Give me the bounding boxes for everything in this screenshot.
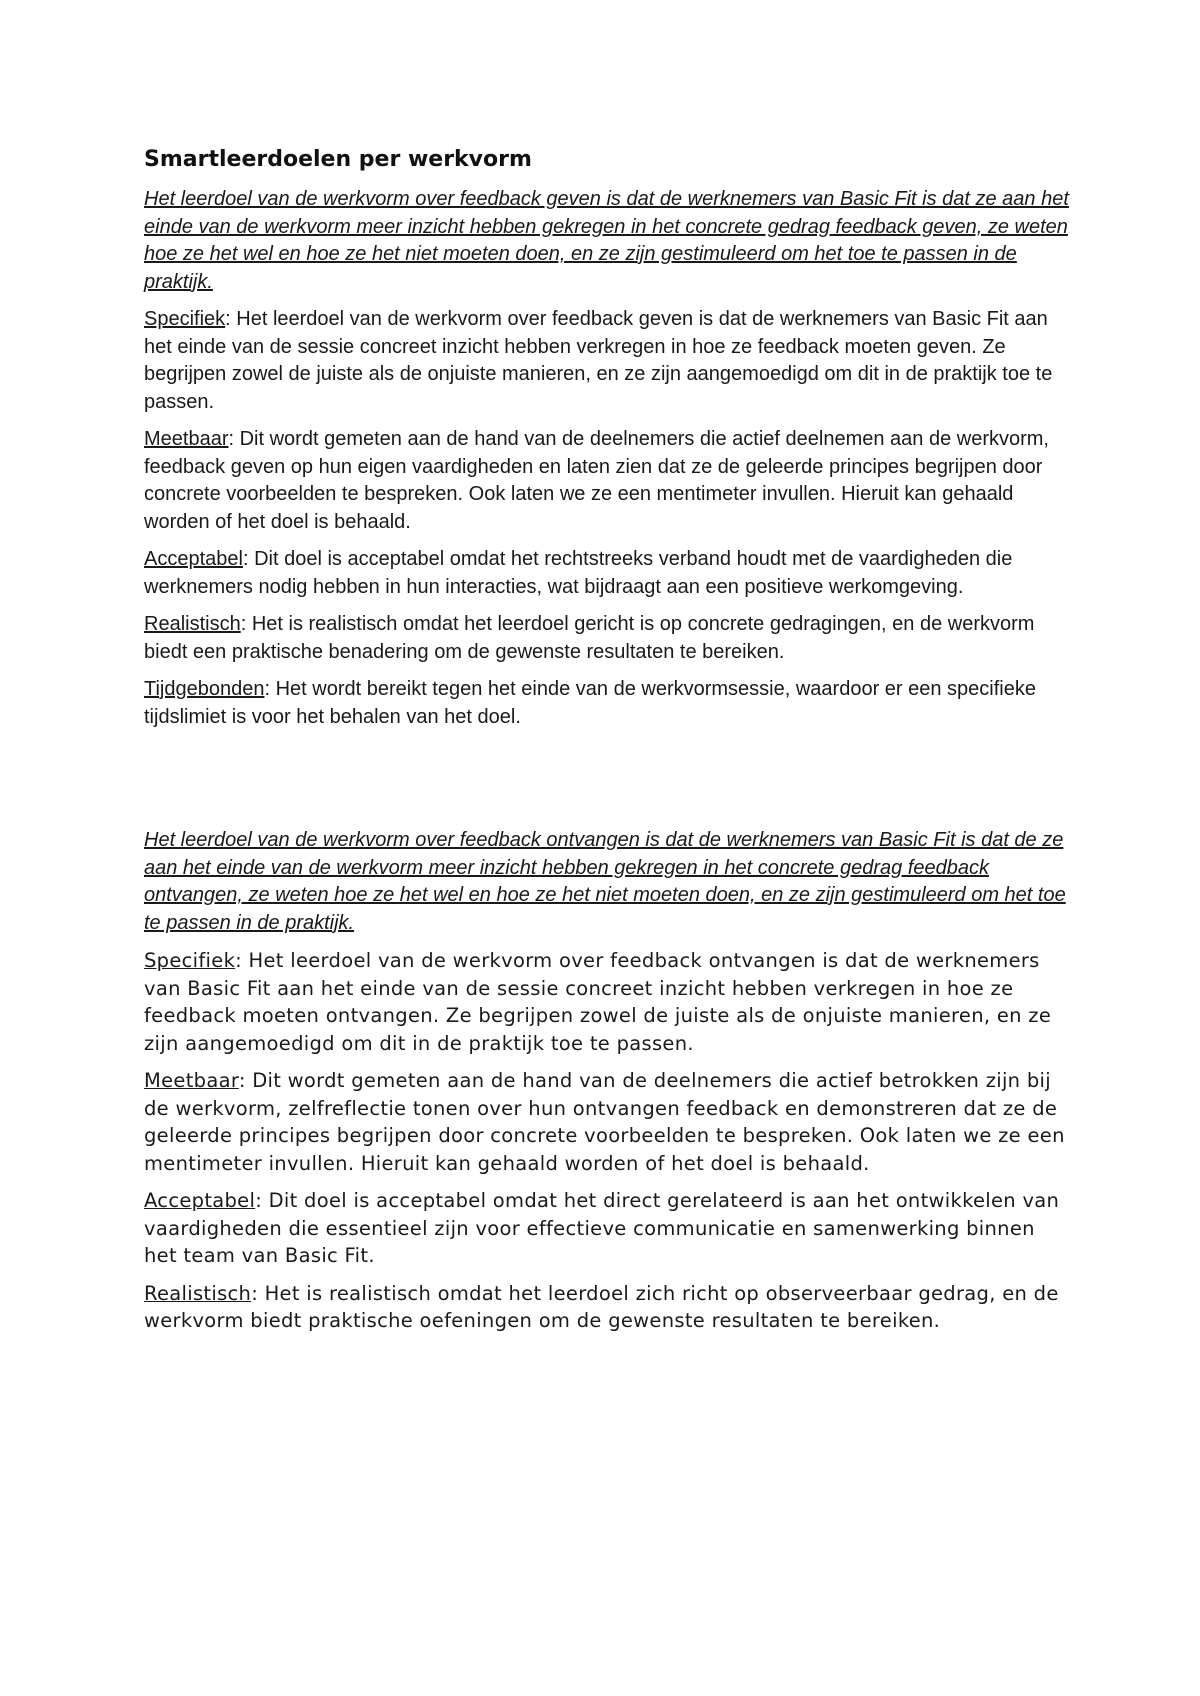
section2-specifiek <box>144 947 1074 1057</box>
section1-acceptabel-label: Acceptabel <box>144 548 243 570</box>
section1-tijdgebonden <box>144 676 1074 731</box>
section2-realistisch <box>144 1280 1074 1335</box>
section2-meetbaar <box>144 1067 1074 1177</box>
section1-tijdgebonden-text: : Het wordt bereikt tegen het einde van de werkvormsessie, waardoor er een specifieke tijdslimiet is voor het behalen van het doel. <box>144 678 1036 728</box>
section1-specifiek-label: Specifiek <box>144 308 226 330</box>
section2-realistisch-label: Realistisch <box>144 1281 252 1305</box>
section2-intro: Het leerdoel van de werkvorm over feedback ontvangen is dat de werknemers van Basic Fit is dat de ze aan het einde van de werkvorm meer inzicht hebben gekregen in het concrete gedrag feedback ontvangen, ze weten hoe ze het wel en hoe ze het niet moeten doen, en ze zijn gestimuleerd om het toe te passen in de praktijk. <box>144 829 1066 934</box>
section1-meetbaar <box>144 426 1074 536</box>
section2-meetbaar-label: Meetbaar <box>144 1069 239 1092</box>
section2-acceptabel <box>144 1187 1074 1270</box>
section1-realistisch-text: : Het is realistisch omdat het leerdoel gericht is op concrete gedragingen, en de werkvorm biedt een praktische benadering om de gewenste resultaten te bereiken. <box>144 613 1035 663</box>
section2-acceptabel-label: Acceptabel <box>144 1189 256 1212</box>
section1-acceptabel-text: : Dit doel is acceptabel omdat het rechtstreeks verband houdt met de vaardigheden die werknemers nodig hebben in hun interacties, wat bijdraagt aan een positieve werkomgeving. <box>144 548 1013 598</box>
section1-meetbaar-text: : Dit wordt gemeten aan de hand van de deelnemers die actief deelnemen aan de werkvorm, feedback geven op hun eigen vaardigheden en laten zien dat ze de geleerde principes begrijpen door concrete voorbeelden te bespreken. Ook laten we ze een mentimeter invullen. Hieruit kan gehaald worden of het doel is behaald. <box>144 428 1049 533</box>
section1-acceptabel <box>144 546 1074 601</box>
section1-specifiek-text: : Het leerdoel van de werkvorm over feedback geven is dat de werknemers van Basic Fit aan het einde van de sessie concreet inzicht hebben verkregen in hoe ze feedback moeten geven. Ze begrijpen zowel de juiste als de onjuiste manieren, en ze zijn aangemoedigd om dit in de praktijk toe te passen. <box>144 308 1053 413</box>
section2-specifiek-label: Specifiek <box>144 949 236 972</box>
section1-intro: Het leerdoel van de werkvorm over feedback geven is dat de werknemers van Basic Fit is dat ze aan het einde van de werkvorm meer inzicht hebben gekregen in het concrete gedrag feedback geven, ze weten hoe ze het wel en hoe ze het niet moeten doen, en ze zijn gestimuleerd om het toe te passen in de praktijk. <box>144 188 1069 293</box>
section1-realistisch <box>144 611 1074 666</box>
section1-realistisch-label: Realistisch <box>144 613 241 635</box>
section2-acceptabel-text: : Dit doel is acceptabel omdat het direct gerelateerd is aan het ontwikkelen van vaardigheden die essentieel zijn voor effectieve communicatie en samenwerking binnen het team van Basic Fit. <box>144 1189 1060 1267</box>
document-page <box>144 146 1074 1345</box>
section1-meetbaar-label: Meetbaar <box>144 428 229 450</box>
document-title: Smartleerdoelen per werkvorm <box>144 147 532 172</box>
section1-specifiek <box>144 306 1074 416</box>
section1-tijdgebonden-label: Tijdgebonden <box>144 678 265 700</box>
section2-specifiek-text: : Het leerdoel van de werkvorm over feedback ontvangen is dat de werknemers van Basic Fit aan het einde van de sessie concreet inzicht hebben verkregen in hoe ze feedback moeten ontvangen. Ze begrijpen zowel de juiste als de onjuiste manieren, en ze zijn aangemoedigd om dit in de praktijk toe te passen. <box>144 949 1052 1055</box>
section2-meetbaar-text: : Dit wordt gemeten aan de hand van de deelnemers die actief betrokken zijn bij de werkvorm, zelfreflectie tonen over hun ontvangen feedback en demonstreren dat ze de geleerde principes begrijpen door concrete voorbeelden te bespreken. Ook laten we ze een mentimeter invullen. Hieruit kan gehaald worden of het doel is behaald. <box>144 1069 1065 1175</box>
section2-realistisch-text: : Het is realistisch omdat het leerdoel zich richt op observeerbaar gedrag, en de werkvorm biedt praktische oefeningen om de gewenste resultaten te bereiken. <box>144 1281 1059 1332</box>
section-spacer <box>144 741 1074 827</box>
